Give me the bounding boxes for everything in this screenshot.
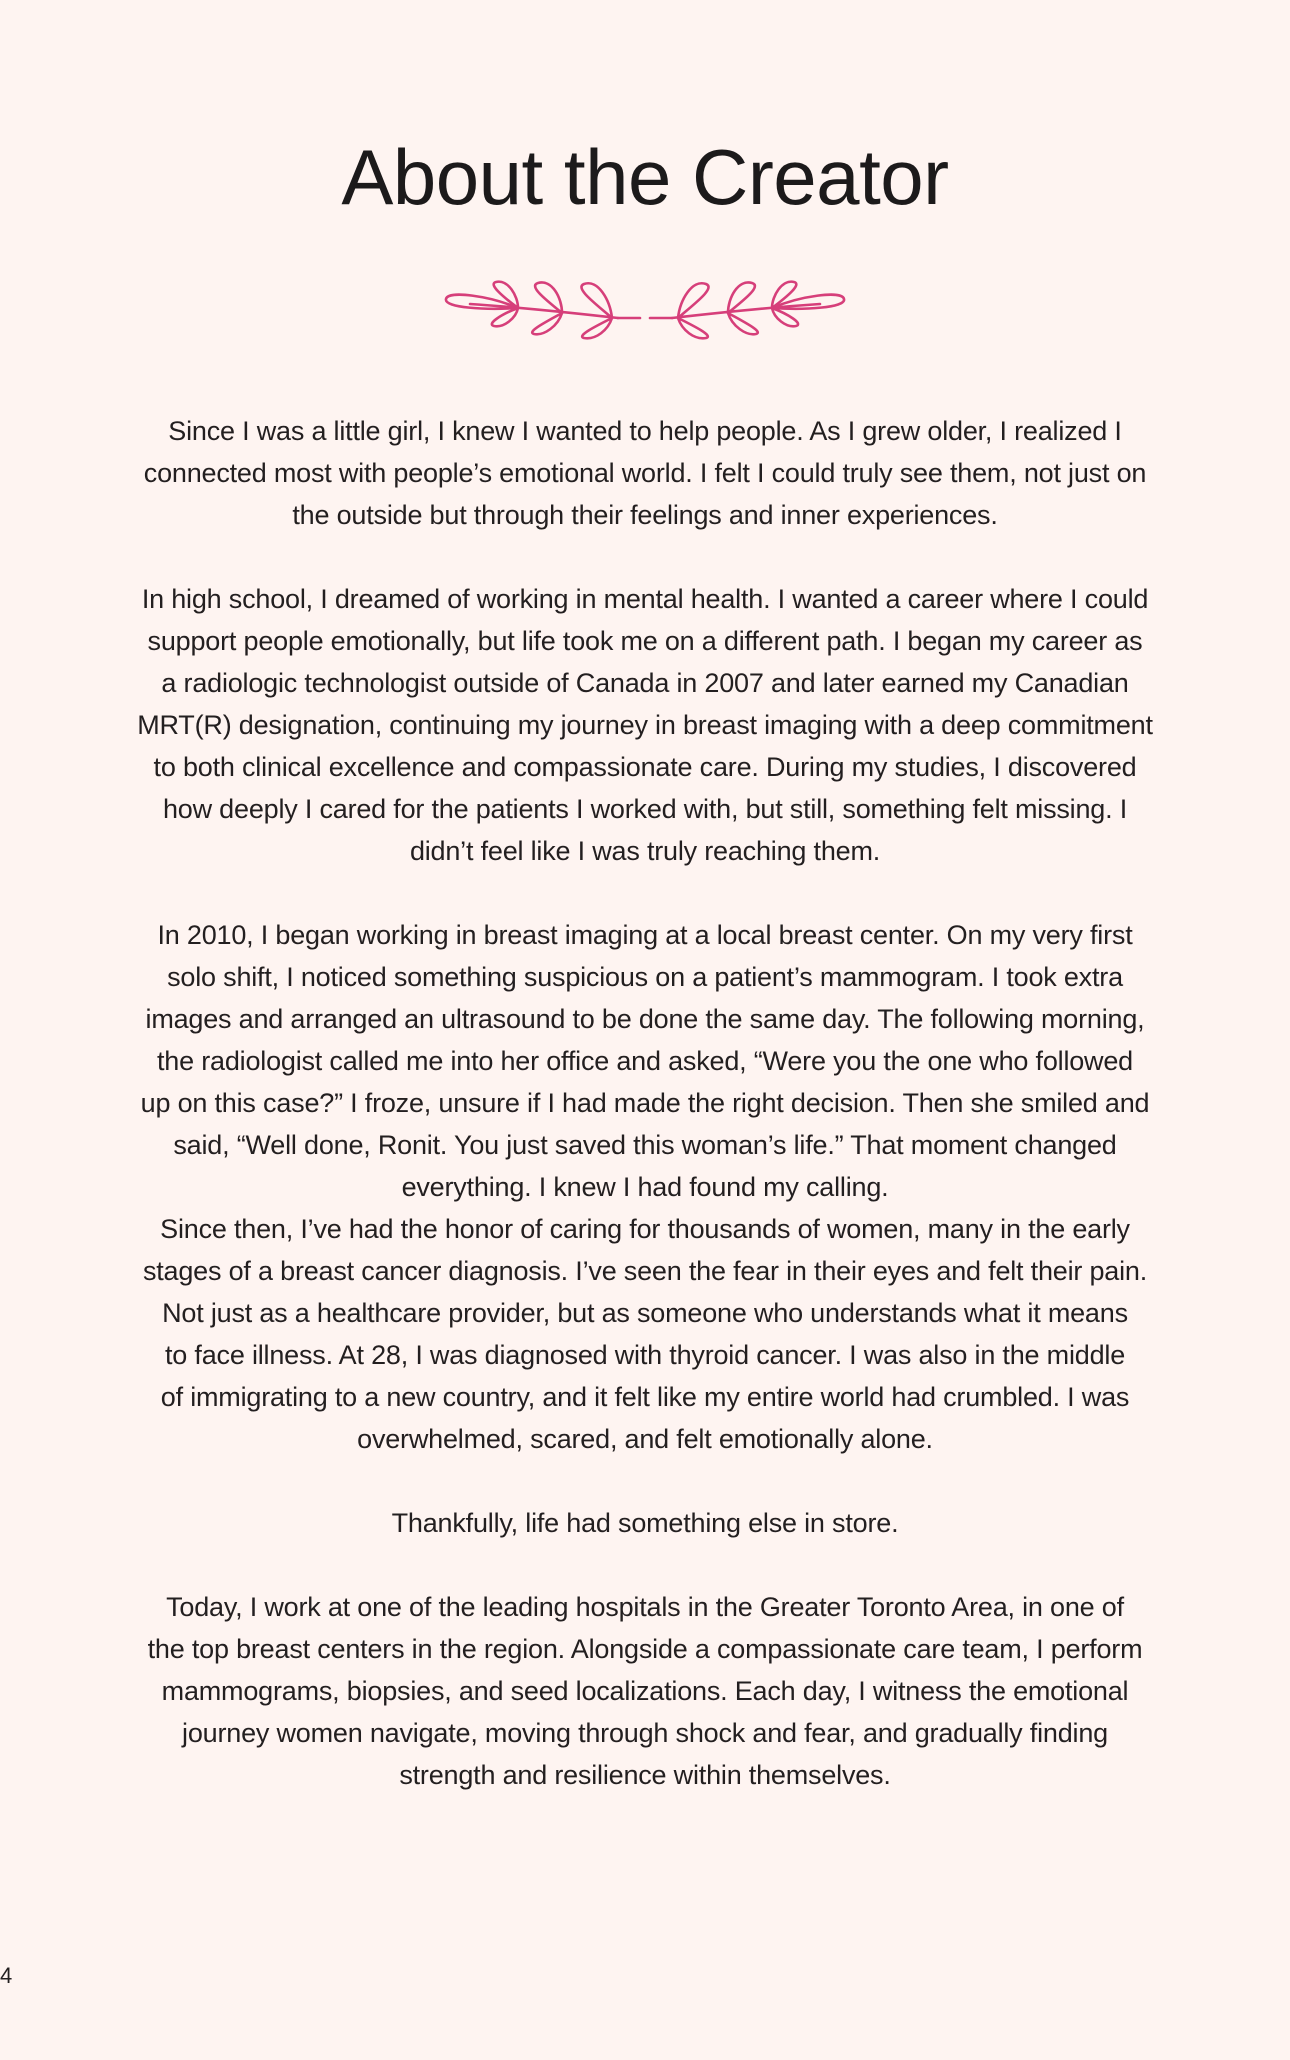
paragraph-spacer <box>40 1544 1250 1586</box>
text-line: stages of a breast cancer diagnosis. I’ve seen the fear in their eyes and felt their pain. <box>142 1256 1148 1286</box>
text-line: Today, I work at one of the leading hospitals in the Greater Toronto Area, in one of <box>166 1592 1124 1622</box>
paragraph-career-start <box>40 578 1250 872</box>
paragraph-spacer <box>40 872 1250 914</box>
text-line: solo shift, I noticed something suspicious on a patient’s mammogram. I took extra <box>167 962 1123 992</box>
text-line: In high school, I dreamed of working in mental health. I wanted a career where I could <box>141 584 1149 614</box>
text-line: overwhelmed, scared, and felt emotionally alone. <box>357 1424 933 1454</box>
text-line: In 2010, I began working in breast imaging at a local breast center. On my very first <box>157 920 1133 950</box>
text-line: Since I was a little girl, I knew I wanted to help people. As I grew older, I realized I <box>168 416 1122 446</box>
text-line: support people emotionally, but life took me on a different path. I began my career as <box>147 626 1143 656</box>
text-line: Thankfully, life had something else in store. <box>391 1508 899 1538</box>
text-line: Since then, I’ve had the honor of caring for thousands of women, many in the early <box>160 1214 1130 1244</box>
text-line: MRT(R) designation, continuing my journey in breast imaging with a deep commitment <box>137 710 1153 740</box>
text-line: the radiologist called me into her office and asked, “Were you the one who followed <box>157 1046 1133 1076</box>
text-line: didn’t feel like I was truly reaching them. <box>409 836 881 866</box>
right-sprig-icon <box>650 282 844 339</box>
paragraph-calling <box>40 914 1250 1208</box>
leaf-divider-icon <box>430 268 860 340</box>
text-line: how deeply I cared for the patients I worked with, but still, something felt missing. I <box>162 794 1128 824</box>
paragraph-spacer <box>40 536 1250 578</box>
text-line: to face illness. At 28, I was diagnosed with thyroid cancer. I was also in the middle <box>164 1340 1126 1370</box>
text-line: of immigrating to a new country, and it felt like my entire world had crumbled. I was <box>160 1382 1130 1412</box>
text-line: journey women navigate, moving through shock and fear, and gradually finding <box>182 1718 1108 1748</box>
page-number: 4 <box>0 1963 13 1988</box>
paragraph-childhood <box>40 410 1250 536</box>
text-line: a radiologic technologist outside of Canada in 2007 and later earned my Canadian <box>161 668 1129 698</box>
text-line: images and arranged an ultrasound to be done the same day. The following morning, <box>145 1004 1145 1034</box>
text-line: Not just as a healthcare provider, but as someone who understands what it means <box>162 1298 1128 1328</box>
text-line: connected most with people’s emotional world. I felt I could truly see them, not just on <box>143 458 1147 488</box>
paragraph-thankfully <box>40 1502 1250 1544</box>
text-line: the outside but through their feelings and inner experiences. <box>292 500 998 530</box>
paragraph-today <box>40 1586 1250 1796</box>
text-line: mammograms, biopsies, and seed localizations. Each day, I witness the emotional <box>161 1676 1129 1706</box>
body-text <box>40 410 1250 1796</box>
paragraph-personal-experience <box>40 1208 1250 1460</box>
text-line: to both clinical excellence and compassionate care. During my studies, I discovered <box>153 752 1137 782</box>
text-line: up on this case?” I froze, unsure if I had made the right decision. Then she smiled and <box>140 1088 1150 1118</box>
text-line: strength and resilience within themselves. <box>399 1760 891 1790</box>
page-title: About the Creator <box>341 133 949 221</box>
paragraph-spacer <box>40 1460 1250 1502</box>
text-line: the top breast centers in the region. Alongside a compassionate care team, I perform <box>147 1634 1143 1664</box>
left-sprig-icon <box>446 282 640 339</box>
text-line: said, “Well done, Ronit. You just saved this woman’s life.” That moment changed <box>173 1130 1117 1160</box>
text-line: everything. I knew I had found my calling. <box>401 1172 889 1202</box>
